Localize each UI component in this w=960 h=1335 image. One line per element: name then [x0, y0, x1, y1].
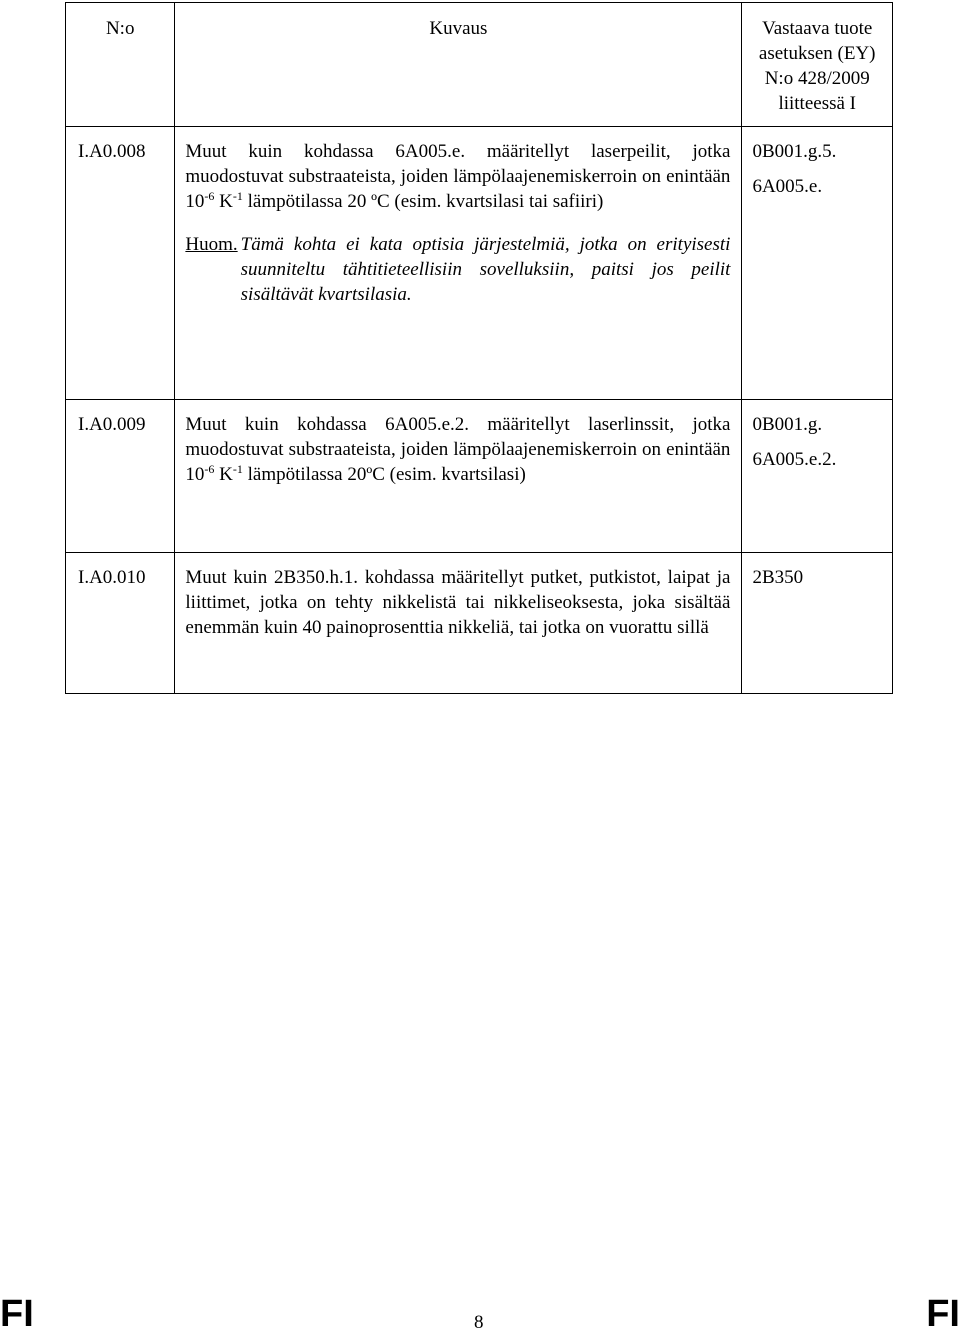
row-number: I.A0.010	[66, 553, 175, 694]
row-description	[175, 127, 742, 400]
row-reference	[742, 400, 893, 553]
description-text: Muut kuin kohdassa 6A005.e. määritellyt laserpeilit, jotka muodostuvat substraateista, joiden lämpölaajenemiskerroin on enintään $10^{-6}$ $K^{-1}$ lämpötilassa 20 ºC (esim. kvartsilasi tai safiiri)	[185, 141, 731, 212]
row-note	[185, 232, 730, 307]
header-number: N:o	[66, 3, 175, 127]
regulation-table	[65, 2, 893, 694]
table-row	[66, 553, 893, 694]
reference-code: 0B001.g.	[752, 414, 823, 435]
row-reference	[742, 553, 893, 694]
table-header-row	[66, 3, 893, 127]
header-description: Kuvaus	[175, 3, 742, 127]
reference-code: 6A005.e.2.	[752, 449, 837, 470]
row-description	[175, 400, 742, 553]
reference-code: 0B001.g.5.	[752, 141, 837, 162]
reference-code: 2B350	[752, 567, 804, 588]
page-number: 8	[474, 1312, 484, 1333]
footer-language-right: FI	[926, 1293, 960, 1335]
table-row	[66, 400, 893, 553]
note-text: Tämä kohta ei kata optisia järjestelmiä, jotka on erityisesti suunniteltu tähtitieteellisiin sovelluksiin, paitsi jos peilit sisältävät kvartsilasia.	[240, 234, 731, 305]
header-reference: Vastaava tuote asetuksen (EY) N:o 428/2009 liitteessä I	[742, 3, 893, 127]
row-description: Muut kuin 2B350.h.1. kohdassa määritellyt putket, putkistot, laipat ja liittimet, jotka on tehty nikkelistä tai nikkeliseoksesta, joka sisältää enemmän kuin 40 painoprosenttia nikkeliä, tai jotka on vuorattu sillä	[175, 553, 742, 694]
description-text: Muut kuin kohdassa 6A005.e.2. määritellyt laserlinssit, jotka muodostuvat substraateista, joiden lämpölaajenemiskerroin on enintään $10^{-6}$ $K^{-1}$ lämpötilassa 20ºC (esim. kvartsilasi)	[185, 414, 731, 485]
row-number: I.A0.009	[66, 400, 175, 553]
footer-language-left: FI	[0, 1293, 34, 1335]
reference-code: 6A005.e.	[752, 176, 823, 197]
row-reference	[742, 127, 893, 400]
note-label: Huom.	[185, 234, 238, 255]
row-number: I.A0.008	[66, 127, 175, 400]
table-row	[66, 127, 893, 400]
